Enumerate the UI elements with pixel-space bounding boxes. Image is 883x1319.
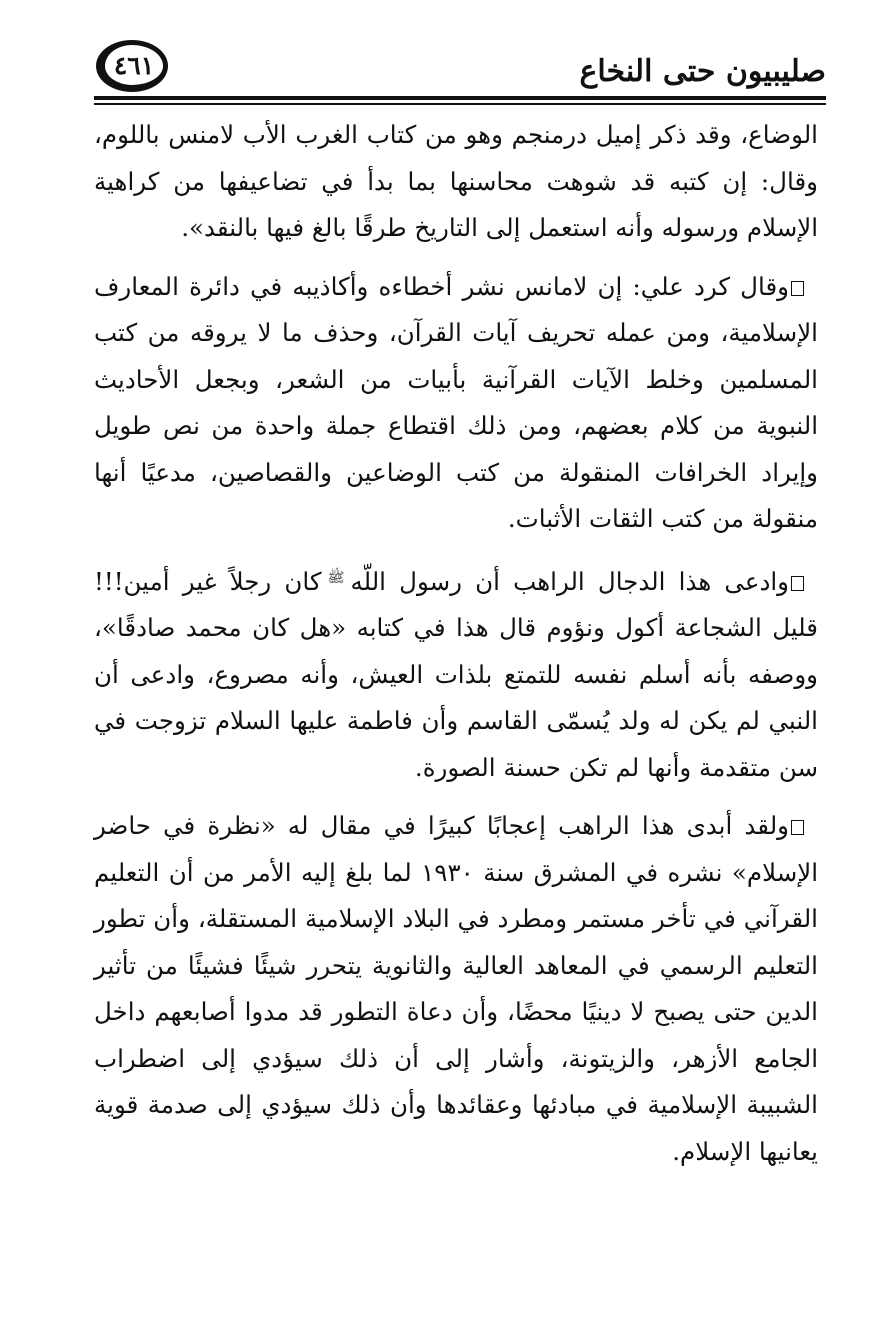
honorific-glyph: ﷺ	[327, 569, 345, 586]
page-number: ٤٦١	[113, 50, 155, 80]
page-body	[94, 112, 818, 1175]
paragraph-marker-icon	[791, 281, 804, 296]
paragraph-4-text: ولقد أبدى هذا الراهب إعجابًا كبيرًا في مقال له «نظرة في حاضر الإسلام» نشره في المشرق سنة ١٩٣٠ لما بلغ إليه الأمر من أن التعليم القرآني في تأخر مستمر ومطرد في البلاد الإسلامية المستقلة، وأن تطور التعليم الرسمي في المعاهد العالية والثانوية يتحرر شيئًا فشيئًا من تأثير الدين حتى يصبح لا دينيًا محضًا، وأن دعاة التطور قد مدوا أصابعهم داخل الجامع الأزهر، والزيتونة، وأشار إلى أن ذلك سيؤدي إلى اضطراب الشبيبة الإسلامية في مبادئها وعقائدها وأن ذلك سيؤدي إلى صدمة قوية يعانيها الإسلام.	[94, 811, 819, 1166]
paragraph-3	[94, 555, 818, 792]
header-rule-thick	[94, 96, 826, 100]
paragraph-3-text-b: كان رجلاً غير أمين!!! قليل الشجاعة أكول ونؤوم قال هذا في كتابه «هل كان محمد صادقًا»، ووصفه بأنه أسلم نفسه للتمتع بلذات العيش، وأنه مصروع، وادعى أن النبي لم يكن له ولد يُسمّى القاسم وأن فاطمة عليها السلام تزوجت في سن متقدمة وأنها لم تكن حسنة الصورة.	[94, 566, 818, 782]
page-header	[94, 40, 826, 100]
header-rule-thin	[94, 103, 826, 105]
paragraph-marker-icon	[791, 576, 804, 591]
paragraph-2-text: وقال كرد علي: إن لامانس نشر أخطاءه وأكاذيبه في دائرة المعارف الإسلامية، ومن عمله تحريف آيات القرآن، وحذف ما لا يروقه من كتب المسلمين وخلط الآيات القرآنية بأبيات من الشعر، وبجعل الأحاديث النبوية من كلام بعضهم، ومن ذلك اقتطاع جملة واحدة من نص طويل وإيراد الخرافات المنقولة من كتب الوضاعين والقصاصين، مدعيًا أنها منقولة من كتب الثقات الأثبات.	[94, 271, 818, 533]
running-title: صليبيون حتى النخاع	[579, 54, 826, 89]
paragraph-2	[94, 264, 818, 543]
paragraph-4	[94, 803, 818, 1175]
page-number-oval	[96, 40, 168, 92]
paragraph-1: الوضاع، وقد ذكر إميل درمنجم وهو من كتاب الغرب الأب لامنس باللوم، وقال: إن كتبه قد شوهت محاسنها بما بدأ في تضاعيفها من كراهية الإسلام ورسوله وأنه استعمل إلى التاريخ طرقًا بالغ فيها بالنقد».	[94, 120, 818, 242]
paragraph-marker-icon	[791, 820, 804, 835]
paragraph-3-text-a: وادعى هذا الدجال الراهب أن رسول اللّه	[350, 566, 790, 596]
page-number-badge	[96, 40, 174, 98]
